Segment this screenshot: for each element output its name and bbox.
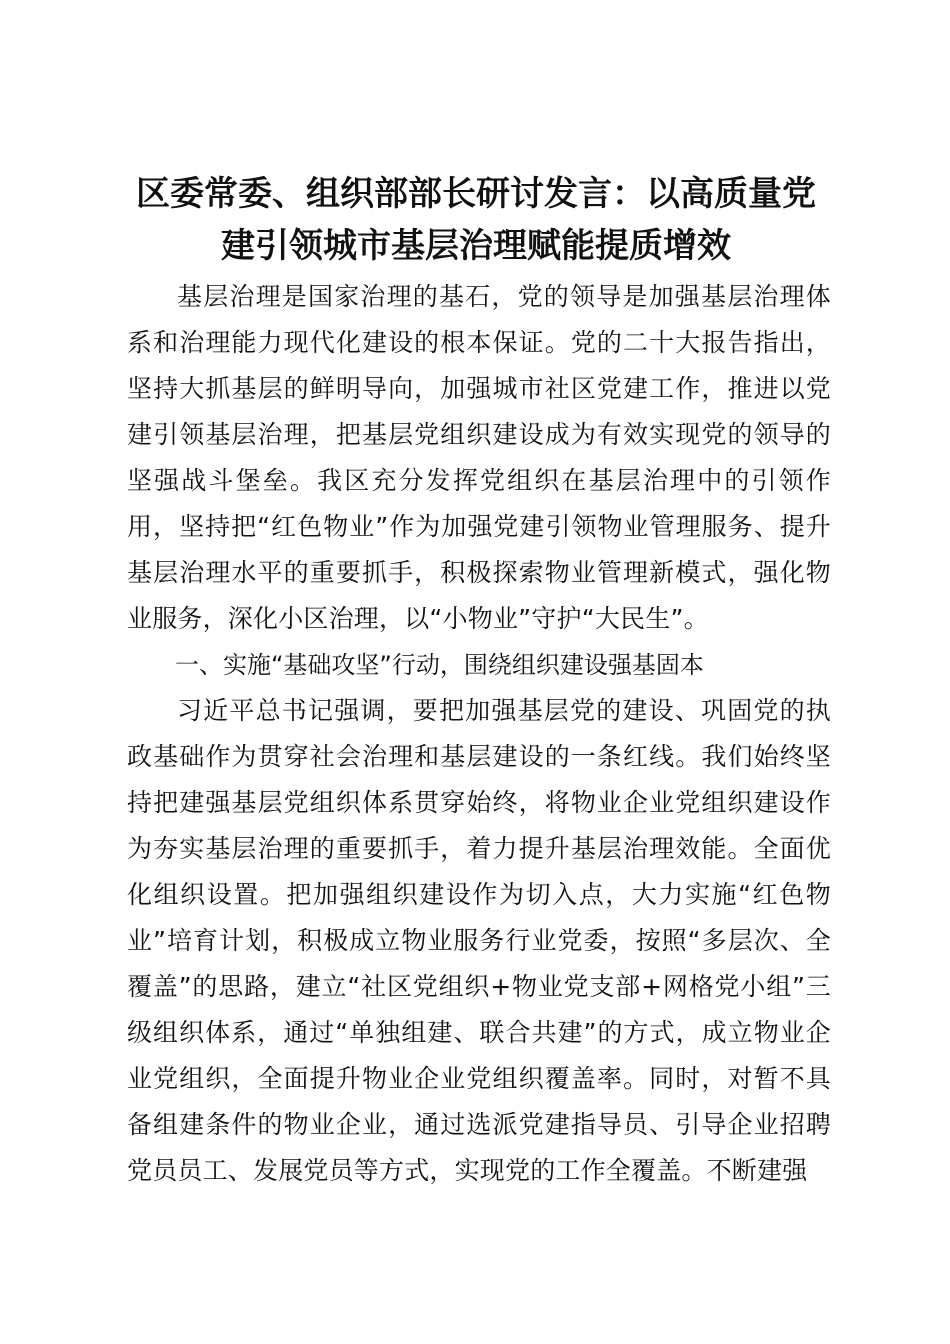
section-paragraph: 习近平总书记强调，要把加强基层党的建设、巩固党的执政基础作为贯穿社会治理和基层建设的一条红线。我们始终坚持把建强基层党组织体系贯穿始终，将物业企业党组织建设作为夯实基层治理的重要抓手，着力提升基层治理效能。全面优化组织设置。把加强组织建设作为切入点，大力实施“红色物业”培育计划，积极成立物业服务行业党委，按照“多层次、全覆盖”的思路，建立“社区党组织+物业党支部+网格党小组”三级组织体系，通过“单独组建、联合共建”的方式，成立物业企业党组织，全面提升物业企业党组织覆盖率。同时，对暂不具备组建条件的物业企业，通过选派党建指导员、引导企业招聘党员员工、发展党员等方式，实现党的工作全覆盖。不断建强 — [127, 696, 831, 1185]
section-heading: 一、实施“基础攻坚”行动，围绕组织建设强基固本 — [175, 651, 704, 679]
document-title — [120, 168, 832, 272]
title-line-1: 区委常委、组织部部长研讨发言：以高质量党 — [136, 174, 816, 214]
document-body — [127, 274, 831, 1194]
intro-paragraph: 基层治理是国家治理的基石，党的领导是加强基层治理体系和治理能力现代化建设的根本保证。党的二十大报告指出，坚持大抓基层的鲜明导向，加强城市社区党建工作，推进以党建引领基层治理，把基层党组织建设成为有效实现党的领导的坚强战斗堡垒。我区充分发挥党组织在基层治理中的引领作用，坚持把“红色物业”作为加强党建引领物业管理服务、提升基层治理水平的重要抓手，积极探索物业管理新模式，强化物业服务，深化小区治理，以“小物业”守护“大民生”。 — [127, 282, 831, 633]
title-line-2: 建引领城市基层治理赋能提质增效 — [221, 226, 731, 266]
